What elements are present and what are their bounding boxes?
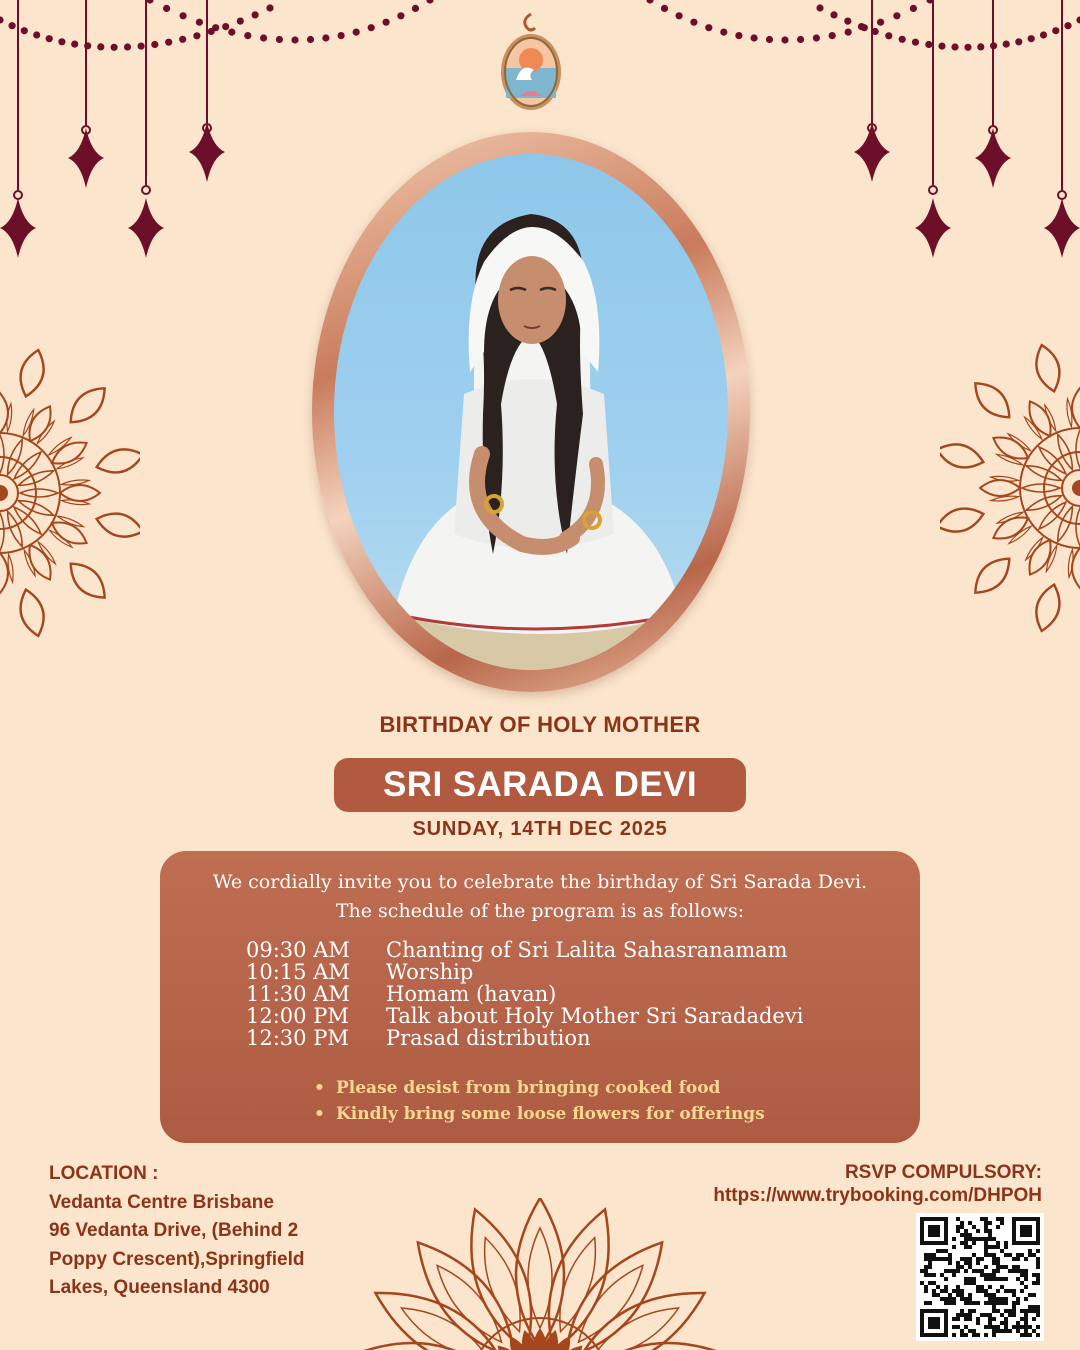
location-line: Vedanta Centre Brisbane	[49, 1191, 274, 1213]
event-title: SRI SARADA DEVI	[383, 765, 697, 804]
schedule-activity: Talk about Holy Mother Sri Saradadevi	[386, 1004, 804, 1028]
mandala-right-icon	[940, 340, 1080, 640]
qr-code-icon[interactable]	[916, 1213, 1044, 1341]
holy-mother-portrait	[334, 154, 728, 670]
bead-garland-left-icon	[0, 0, 434, 51]
mandala-left-icon	[0, 345, 140, 645]
location-line: Lakes, Queensland 4300	[49, 1277, 270, 1298]
schedule-time: 09:30 AM	[246, 938, 350, 962]
bullet-icon: •	[314, 1078, 325, 1098]
rsvp-link[interactable]: https://www.trybooking.com/DHPOH	[713, 1185, 1042, 1206]
note-text: Please desist from bringing cooked food	[336, 1078, 721, 1098]
rsvp-block	[713, 1161, 1042, 1207]
portrait-frame	[312, 132, 750, 692]
schedule-row	[246, 961, 803, 983]
schedule-row	[246, 939, 803, 961]
notes-list	[314, 1075, 765, 1127]
bead-garland-right-icon	[646, 0, 1080, 51]
list-item	[314, 1101, 765, 1127]
schedule-activity: Worship	[386, 960, 474, 984]
location-line: Poppy Crescent),Springfield	[49, 1248, 305, 1270]
schedule-time: 10:15 AM	[246, 960, 350, 984]
intro-line-2: The schedule of the program is as follows:	[335, 900, 745, 922]
lotus-mandala-bottom-icon	[340, 1198, 740, 1350]
schedule-time: 12:30 PM	[246, 1026, 349, 1050]
schedule-time: 12:00 PM	[246, 1004, 349, 1028]
location-block	[49, 1160, 304, 1303]
program-box	[160, 851, 920, 1143]
list-item	[314, 1075, 765, 1101]
schedule-list	[246, 939, 803, 1049]
event-date: SUNDAY, 14TH DEC 2025	[412, 818, 668, 840]
event-subtitle: BIRTHDAY OF HOLY MOTHER	[379, 712, 701, 737]
ramakrishna-mission-emblem-icon	[486, 10, 576, 110]
schedule-activity: Prasad distribution	[386, 1026, 591, 1050]
schedule-row	[246, 1005, 803, 1027]
location-line: 96 Vedanta Drive, (Behind 2	[49, 1220, 299, 1241]
location-heading: LOCATION :	[49, 1163, 159, 1184]
bullet-icon: •	[314, 1104, 325, 1124]
note-text: Kindly bring some loose flowers for offerings	[336, 1104, 765, 1124]
schedule-row	[246, 983, 803, 1005]
schedule-row	[246, 1027, 803, 1049]
schedule-activity: Homam (havan)	[386, 982, 557, 1006]
intro-line-1: We cordially invite you to celebrate the birthday of Sri Sarada Devi.	[212, 871, 868, 893]
schedule-time: 11:30 AM	[246, 982, 350, 1006]
schedule-activity: Chanting of Sri Lalita Sahasranamam	[386, 938, 788, 962]
rsvp-heading: RSVP COMPULSORY:	[844, 1162, 1042, 1183]
title-banner	[334, 758, 746, 812]
